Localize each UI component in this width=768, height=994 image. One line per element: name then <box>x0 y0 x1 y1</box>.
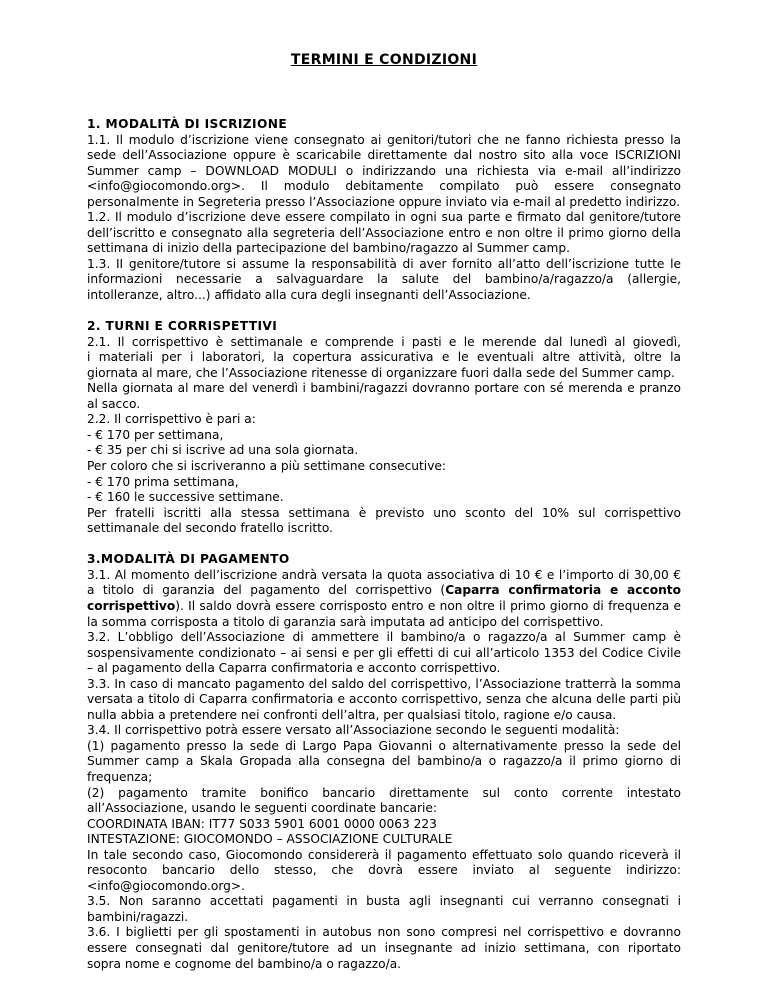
text-line: <info@giocomondo.org>. Il modulo debitamente compilato può essere consegnato <box>87 179 681 194</box>
text-line: (2) pagamento tramite bonifico bancario direttamente sul conto corrente intestato <box>87 785 681 800</box>
text-line: 3.3. In caso di mancato pagamento del saldo del corrispettivo, l’Associazione tratterrà la somma <box>87 676 681 691</box>
text-line: personalmente in Segreteria presso l’Associazione oppure inviato via e-mail al predetto indirizzo. <box>87 194 680 209</box>
page-title: TERMINI E CONDIZIONI <box>290 52 478 68</box>
document-body <box>87 117 681 972</box>
text-line: dell’iscritto e consegnato alla segreteria dell’Associazione entro e non oltre il primo giorno della <box>87 225 681 240</box>
section-heading: 2. TURNI E CORRISPETTIVI <box>87 319 278 334</box>
text-line: giornata al mare, che l’Associazione ritenesse di organizzare fuori dalla sede del Summer camp. <box>87 365 675 380</box>
text-line: essere consegnati dal genitore/tutore ad un insegnante ad inizio settimana, con riportato <box>87 940 681 955</box>
text-line: frequenza; <box>87 769 153 784</box>
text-run: a titolo di garanzia del pagamento del corrispettivo ( <box>87 583 446 598</box>
text-run: ). Il saldo dovrà essere corrisposto entro e non oltre il primo giorno di frequenza e <box>175 598 681 613</box>
spacer <box>87 537 681 553</box>
text-line: la somma corrisposta a titolo di garanzia sarà imputata ad anticipo del corrispettivo. <box>87 614 604 629</box>
section-heading: 3.MODALITÀ DI PAGAMENTO <box>87 552 290 567</box>
text-line: (1) pagamento presso la sede di Largo Papa Giovanni o alternativamente presso la sede del <box>87 738 681 753</box>
text-line: - € 160 le successive settimane. <box>87 490 284 505</box>
text-line: 2.2. Il corrispettivo è pari a: <box>87 412 256 427</box>
text-line: Per fratelli iscritti alla stessa settimana è previsto uno sconto del 10% sul corrispettivo <box>87 505 681 520</box>
text-line: 1.1. Il modulo d’iscrizione viene consegnato ai genitori/tutori che ne fanno richiesta presso la <box>87 132 681 147</box>
text-line: 3.2. L’obbligo dell’Associazione di ammettere il bambino/a o ragazzo/a al Summer camp è <box>87 630 681 645</box>
text-line: Summer camp a Skala Gropada alla consegna del bambino/a o ragazzo/a il primo giorno di <box>87 754 681 769</box>
iban-line: COORDINATA IBAN: IT77 S033 5901 6001 0000 0063 223 <box>87 816 437 831</box>
text-line: sospensivamente condizionato – ai sensi e per gli effetti di cui all’articolo 1353 del Codice Civile <box>87 645 681 660</box>
text-line: settimanale del secondo fratello iscritto. <box>87 521 334 536</box>
bold-text: Caparra confirmatoria e acconto <box>445 583 681 598</box>
text-line: Per coloro che si iscriveranno a più settimane consecutive: <box>87 459 447 474</box>
text-line: al sacco. <box>87 396 141 411</box>
text-line: - € 170 per settimana, <box>87 427 224 442</box>
bold-text: corrispettivo <box>87 598 176 613</box>
email-line: <info@giocomondo.org>. <box>87 878 245 893</box>
text-line: 3.6. I biglietti per gli spostamenti in autobus non sono compresi nel corrispettivo e dovranno <box>87 925 681 940</box>
text-line: i materiali per i laboratori, la copertura assicurativa e le eventuali altre attività, oltre la <box>87 350 681 365</box>
text-line <box>87 583 681 599</box>
text-line: versata a titolo di Caparra confirmatoria e acconto corrispettivo, senza che alcuna delle parti più <box>87 692 681 707</box>
text-line: - € 170 prima settimana, <box>87 474 239 489</box>
text-line: 3.1. Al momento dell’iscrizione andrà versata la quota associativa di 10 € e l’importo di 30,00 € <box>87 567 681 582</box>
text-line: 1.2. Il modulo d’iscrizione deve essere compilato in ogni sua parte e firmato dal genitore/tutore <box>87 210 681 225</box>
section-heading: 1. MODALITÀ DI ISCRIZIONE <box>87 117 288 131</box>
section-pagamento <box>87 552 681 972</box>
text-line: 3.4. Il corrispettivo potrà essere versato all’Associazione secondo le seguenti modalità: <box>87 723 620 738</box>
text-line: all’Associazione, usando le seguenti coordinate bancarie: <box>87 801 438 816</box>
text-line: 1.3. II genitore/tutore si assume la responsabilità di aver fornito all’atto dell’iscrizione tutte le <box>87 256 681 271</box>
text-line: Nella giornata al mare del venerdì i bambini/ragazzi dovranno portare con sé merenda e pranzo <box>87 381 681 396</box>
text-line: settimana di inizio della partecipazione del bambino/ragazzo al Summer camp. <box>87 241 571 256</box>
text-line: In tale secondo caso, Giocomondo considererà il pagamento effettuato solo quando riceverà il <box>87 847 681 862</box>
spacer <box>87 304 681 320</box>
text-line: nulla abbia a pretendere nei confronti dell’altra, per qualsiasi titolo, ragione e/o causa. <box>87 707 617 722</box>
text-line: Summer camp – DOWNLOAD MODULI o indirizzando una richiesta via e-mail all’indirizzo <box>87 163 681 178</box>
text-line: informazioni necessarie a salvaguardare la salute del bambino/a/ragazzo/a (allergie, <box>87 272 681 287</box>
text-line: bambini/ragazzi. <box>87 909 189 924</box>
text-line: intolleranze, altro...) affidato alla cura degli insegnanti dell’Associazione. <box>87 288 531 303</box>
text-line: resoconto bancario dello stesso, che dovrà essere inviato al seguente indirizzo: <box>87 863 681 878</box>
intestazione-line: INTESTAZIONE: GIOCOMONDO – ASSOCIAZIONE CULTURALE <box>87 832 453 847</box>
text-line: 3.5. Non saranno accettati pagamenti in busta agli insegnanti cui verranno consegnati i <box>87 894 681 909</box>
text-line: sopra nome e cognome del bambino/a o ragazzo/a. <box>87 956 402 971</box>
section-turni <box>87 319 681 537</box>
text-line <box>87 599 681 615</box>
section-iscrizione <box>87 117 681 304</box>
text-line: – al pagamento della Caparra confirmatoria e acconto corrispettivo. <box>87 661 501 676</box>
text-line: sede dell’Associazione oppure è scaricabile direttamente dal nostro sito alla voce ISCRIZIONI <box>87 148 681 163</box>
text-line: 2.1. Il corrispettivo è settimanale e comprende i pasti e le merende dal lunedì al giovedì, <box>87 334 681 349</box>
text-line: - € 35 per chi si iscrive ad una sola giornata. <box>87 443 359 458</box>
